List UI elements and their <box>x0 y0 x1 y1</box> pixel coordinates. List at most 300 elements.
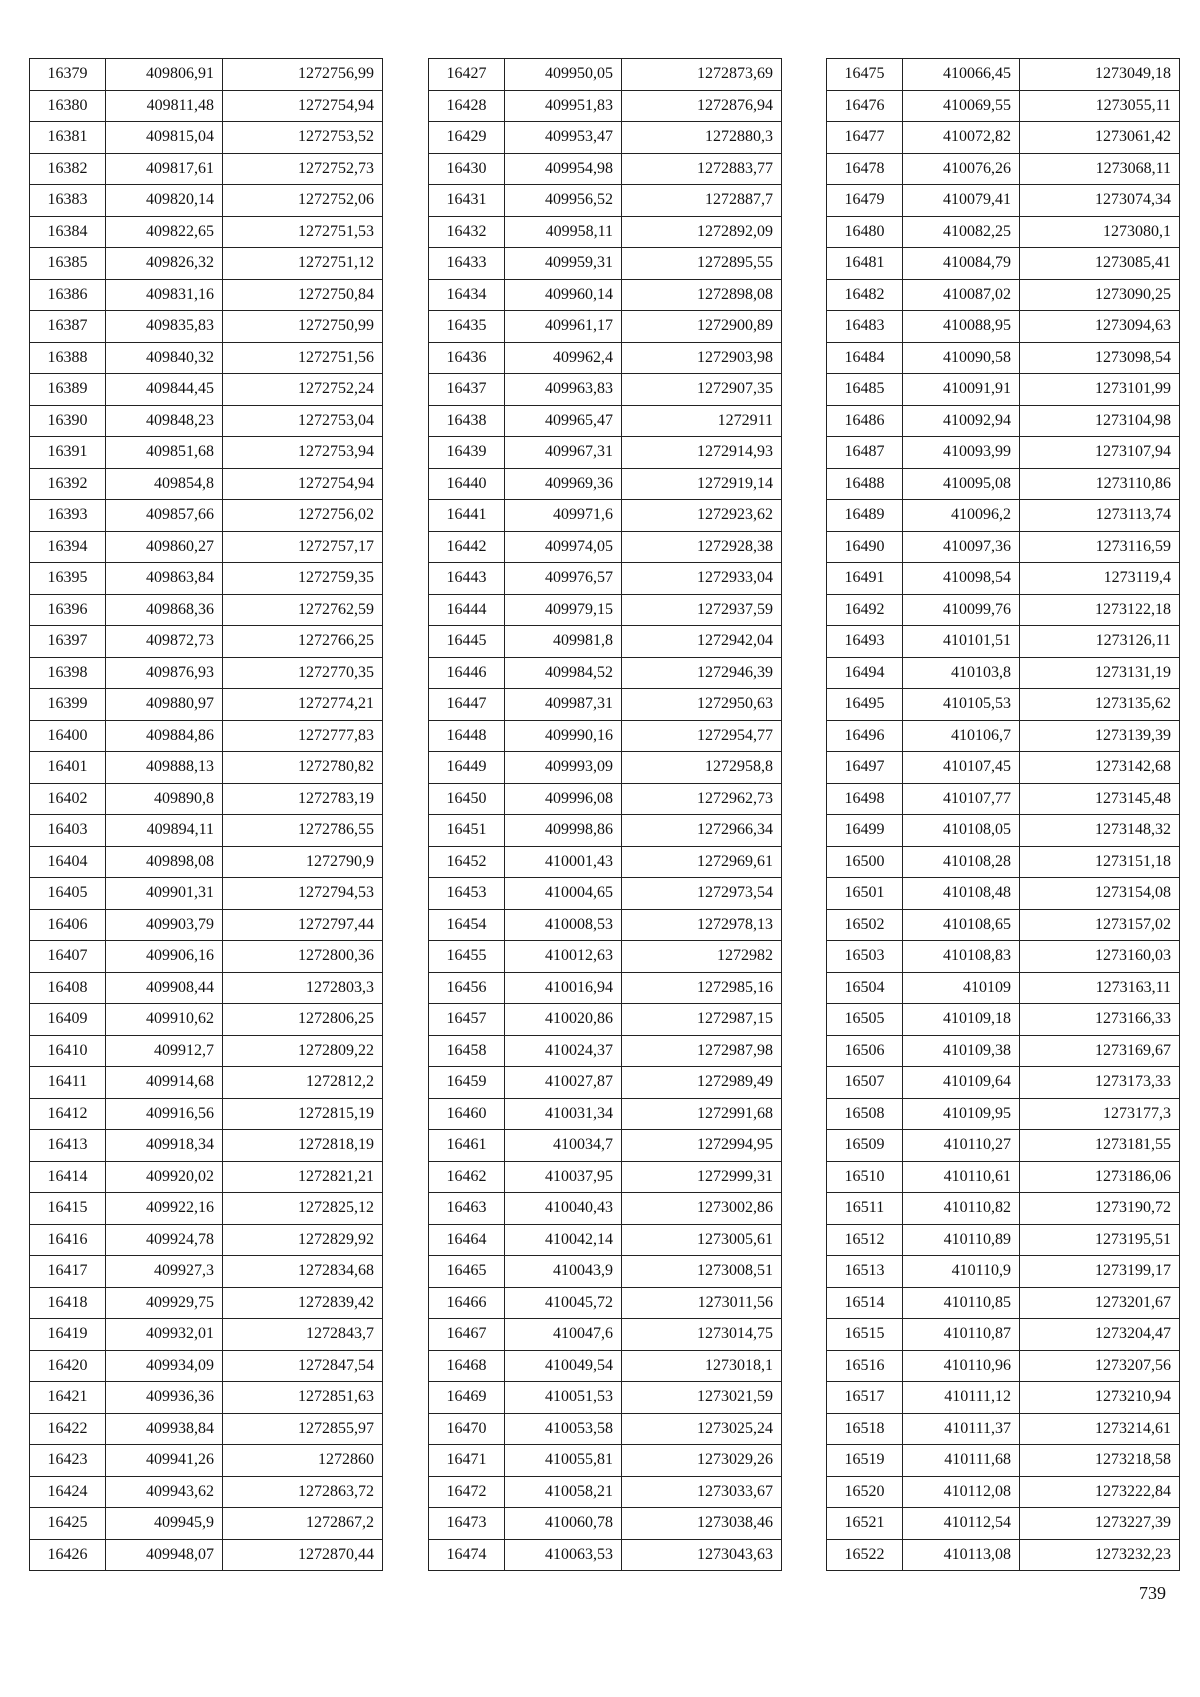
x-coordinate-cell: 410113,08 <box>903 1539 1020 1571</box>
point-number-cell: 16443 <box>429 563 505 595</box>
point-number-cell: 16429 <box>429 122 505 154</box>
x-coordinate-cell: 410108,83 <box>903 941 1020 973</box>
x-coordinate-cell: 410020,86 <box>505 1004 622 1036</box>
x-coordinate-cell: 409912,7 <box>106 1035 223 1067</box>
point-number-cell: 16496 <box>827 720 903 752</box>
point-number-cell: 16422 <box>30 1413 106 1445</box>
table-row <box>827 909 1180 941</box>
x-coordinate-cell: 409959,31 <box>505 248 622 280</box>
x-coordinate-cell: 409938,84 <box>106 1413 223 1445</box>
table-row <box>30 531 383 563</box>
point-number-cell: 16412 <box>30 1098 106 1130</box>
table-row <box>429 216 782 248</box>
table-row <box>30 1287 383 1319</box>
point-number-cell: 16457 <box>429 1004 505 1036</box>
point-number-cell: 16489 <box>827 500 903 532</box>
point-number-cell: 16439 <box>429 437 505 469</box>
table-row <box>827 720 1180 752</box>
point-number-cell: 16400 <box>30 720 106 752</box>
table-row <box>429 1382 782 1414</box>
point-number-cell: 16450 <box>429 783 505 815</box>
y-coordinate-cell: 1272914,93 <box>622 437 782 469</box>
x-coordinate-cell: 410008,53 <box>505 909 622 941</box>
x-coordinate-cell: 409965,47 <box>505 405 622 437</box>
table-row <box>30 1539 383 1571</box>
point-number-cell: 16445 <box>429 626 505 658</box>
y-coordinate-cell: 1272800,36 <box>223 941 383 973</box>
y-coordinate-cell: 1273018,1 <box>622 1350 782 1382</box>
y-coordinate-cell: 1273126,11 <box>1020 626 1180 658</box>
point-number-cell: 16475 <box>827 59 903 91</box>
x-coordinate-cell: 409929,75 <box>106 1287 223 1319</box>
y-coordinate-cell: 1272994,95 <box>622 1130 782 1162</box>
y-coordinate-cell: 1272987,15 <box>622 1004 782 1036</box>
x-coordinate-cell: 409851,68 <box>106 437 223 469</box>
x-coordinate-cell: 410110,89 <box>903 1224 1020 1256</box>
point-number-cell: 16515 <box>827 1319 903 1351</box>
y-coordinate-cell: 1273104,98 <box>1020 405 1180 437</box>
point-number-cell: 16417 <box>30 1256 106 1288</box>
point-number-cell: 16491 <box>827 563 903 595</box>
point-number-cell: 16383 <box>30 185 106 217</box>
table-row <box>827 626 1180 658</box>
x-coordinate-cell: 409943,62 <box>106 1476 223 1508</box>
x-coordinate-cell: 410111,12 <box>903 1382 1020 1414</box>
point-number-cell: 16518 <box>827 1413 903 1445</box>
y-coordinate-cell: 1272762,59 <box>223 594 383 626</box>
table-row <box>429 531 782 563</box>
point-number-cell: 16507 <box>827 1067 903 1099</box>
table-row <box>827 1382 1180 1414</box>
point-number-cell: 16499 <box>827 815 903 847</box>
x-coordinate-cell: 410072,82 <box>903 122 1020 154</box>
table-row <box>30 594 383 626</box>
point-number-cell: 16495 <box>827 689 903 721</box>
x-coordinate-cell: 410055,81 <box>505 1445 622 1477</box>
table-row <box>30 1098 383 1130</box>
point-number-cell: 16419 <box>30 1319 106 1351</box>
y-coordinate-cell: 1273142,68 <box>1020 752 1180 784</box>
y-coordinate-cell: 1272847,54 <box>223 1350 383 1382</box>
table-row <box>429 468 782 500</box>
y-coordinate-cell: 1272946,39 <box>622 657 782 689</box>
table-row <box>827 374 1180 406</box>
y-coordinate-cell: 1273094,63 <box>1020 311 1180 343</box>
x-coordinate-cell: 409884,86 <box>106 720 223 752</box>
x-coordinate-cell: 410053,58 <box>505 1413 622 1445</box>
point-number-cell: 16436 <box>429 342 505 374</box>
y-coordinate-cell: 1272863,72 <box>223 1476 383 1508</box>
x-coordinate-cell: 410043,9 <box>505 1256 622 1288</box>
x-coordinate-cell: 409835,83 <box>106 311 223 343</box>
x-coordinate-cell: 410016,94 <box>505 972 622 1004</box>
point-number-cell: 16384 <box>30 216 106 248</box>
table-row <box>30 405 383 437</box>
x-coordinate-cell: 409963,83 <box>505 374 622 406</box>
y-coordinate-cell: 1272999,31 <box>622 1161 782 1193</box>
table-row <box>827 657 1180 689</box>
x-coordinate-cell: 409857,66 <box>106 500 223 532</box>
point-number-cell: 16379 <box>30 59 106 91</box>
point-number-cell: 16508 <box>827 1098 903 1130</box>
y-coordinate-cell: 1273166,33 <box>1020 1004 1180 1036</box>
y-coordinate-cell: 1273160,03 <box>1020 941 1180 973</box>
table-row <box>827 689 1180 721</box>
table-row <box>429 311 782 343</box>
y-coordinate-cell: 1273204,47 <box>1020 1319 1180 1351</box>
coordinate-table-1 <box>29 58 383 1571</box>
y-coordinate-cell: 1273110,86 <box>1020 468 1180 500</box>
point-number-cell: 16395 <box>30 563 106 595</box>
x-coordinate-cell: 409954,98 <box>505 153 622 185</box>
x-coordinate-cell: 409822,65 <box>106 216 223 248</box>
y-coordinate-cell: 1273014,75 <box>622 1319 782 1351</box>
table-row <box>429 657 782 689</box>
table-row <box>429 248 782 280</box>
point-number-cell: 16397 <box>30 626 106 658</box>
x-coordinate-cell: 409953,47 <box>505 122 622 154</box>
point-number-cell: 16485 <box>827 374 903 406</box>
table-row <box>30 216 383 248</box>
x-coordinate-cell: 409960,14 <box>505 279 622 311</box>
table-row <box>429 909 782 941</box>
point-number-cell: 16477 <box>827 122 903 154</box>
x-coordinate-cell: 410110,87 <box>903 1319 1020 1351</box>
table-row <box>827 90 1180 122</box>
y-coordinate-cell: 1273122,18 <box>1020 594 1180 626</box>
point-number-cell: 16483 <box>827 311 903 343</box>
point-number-cell: 16448 <box>429 720 505 752</box>
x-coordinate-cell: 409969,36 <box>505 468 622 500</box>
y-coordinate-cell: 1272815,19 <box>223 1098 383 1130</box>
point-number-cell: 16470 <box>429 1413 505 1445</box>
table-row <box>30 1256 383 1288</box>
y-coordinate-cell: 1273085,41 <box>1020 248 1180 280</box>
table-row <box>30 563 383 595</box>
x-coordinate-cell: 409974,05 <box>505 531 622 563</box>
table-row <box>30 468 383 500</box>
point-number-cell: 16454 <box>429 909 505 941</box>
x-coordinate-cell: 409906,16 <box>106 941 223 973</box>
table-row <box>827 815 1180 847</box>
x-coordinate-cell: 409950,05 <box>505 59 622 91</box>
table-row <box>429 972 782 1004</box>
y-coordinate-cell: 1273002,86 <box>622 1193 782 1225</box>
table-row <box>827 405 1180 437</box>
table-row <box>429 122 782 154</box>
y-coordinate-cell: 1272942,04 <box>622 626 782 658</box>
point-number-cell: 16460 <box>429 1098 505 1130</box>
y-coordinate-cell: 1272803,3 <box>223 972 383 1004</box>
table-row <box>827 1350 1180 1382</box>
table-row <box>827 1067 1180 1099</box>
table-row <box>429 1067 782 1099</box>
point-number-cell: 16399 <box>30 689 106 721</box>
point-number-cell: 16393 <box>30 500 106 532</box>
x-coordinate-cell: 409868,36 <box>106 594 223 626</box>
x-coordinate-cell: 409984,52 <box>505 657 622 689</box>
x-coordinate-cell: 409854,8 <box>106 468 223 500</box>
x-coordinate-cell: 409993,09 <box>505 752 622 784</box>
table-row <box>30 1319 383 1351</box>
table-row <box>827 1445 1180 1477</box>
point-number-cell: 16418 <box>30 1287 106 1319</box>
point-number-cell: 16493 <box>827 626 903 658</box>
table-row <box>30 1445 383 1477</box>
point-number-cell: 16380 <box>30 90 106 122</box>
y-coordinate-cell: 1272928,38 <box>622 531 782 563</box>
table-row <box>429 1224 782 1256</box>
point-number-cell: 16385 <box>30 248 106 280</box>
x-coordinate-cell: 410084,79 <box>903 248 1020 280</box>
x-coordinate-cell: 410107,45 <box>903 752 1020 784</box>
x-coordinate-cell: 410045,72 <box>505 1287 622 1319</box>
x-coordinate-cell: 409894,11 <box>106 815 223 847</box>
coordinate-tables <box>0 58 1200 1570</box>
y-coordinate-cell: 1272751,56 <box>223 342 383 374</box>
point-number-cell: 16514 <box>827 1287 903 1319</box>
y-coordinate-cell: 1273227,39 <box>1020 1508 1180 1540</box>
table-row <box>827 342 1180 374</box>
x-coordinate-cell: 410092,94 <box>903 405 1020 437</box>
point-number-cell: 16498 <box>827 783 903 815</box>
table-row <box>30 1382 383 1414</box>
y-coordinate-cell: 1272978,13 <box>622 909 782 941</box>
x-coordinate-cell: 409936,36 <box>106 1382 223 1414</box>
table-row <box>429 1476 782 1508</box>
y-coordinate-cell: 1272876,94 <box>622 90 782 122</box>
x-coordinate-cell: 409987,31 <box>505 689 622 721</box>
point-number-cell: 16401 <box>30 752 106 784</box>
y-coordinate-cell: 1273068,11 <box>1020 153 1180 185</box>
table-row <box>827 752 1180 784</box>
y-coordinate-cell: 1273148,32 <box>1020 815 1180 847</box>
table-row <box>827 216 1180 248</box>
table-row <box>827 594 1180 626</box>
y-coordinate-cell: 1273055,11 <box>1020 90 1180 122</box>
x-coordinate-cell: 409898,08 <box>106 846 223 878</box>
table-row <box>429 1098 782 1130</box>
x-coordinate-cell: 409924,78 <box>106 1224 223 1256</box>
x-coordinate-cell: 409945,9 <box>106 1508 223 1540</box>
table-row <box>429 437 782 469</box>
x-coordinate-cell: 410031,34 <box>505 1098 622 1130</box>
point-number-cell: 16463 <box>429 1193 505 1225</box>
x-coordinate-cell: 410099,76 <box>903 594 1020 626</box>
point-number-cell: 16501 <box>827 878 903 910</box>
x-coordinate-cell: 410051,53 <box>505 1382 622 1414</box>
table-row <box>429 1508 782 1540</box>
x-coordinate-cell: 410058,21 <box>505 1476 622 1508</box>
x-coordinate-cell: 410111,68 <box>903 1445 1020 1477</box>
point-number-cell: 16494 <box>827 657 903 689</box>
y-coordinate-cell: 1272898,08 <box>622 279 782 311</box>
point-number-cell: 16461 <box>429 1130 505 1162</box>
point-number-cell: 16428 <box>429 90 505 122</box>
x-coordinate-cell: 409958,11 <box>505 216 622 248</box>
y-coordinate-cell: 1273101,99 <box>1020 374 1180 406</box>
x-coordinate-cell: 409951,83 <box>505 90 622 122</box>
table-row <box>827 878 1180 910</box>
y-coordinate-cell: 1273169,67 <box>1020 1035 1180 1067</box>
table-row <box>827 185 1180 217</box>
x-coordinate-cell: 410108,65 <box>903 909 1020 941</box>
table-row <box>30 1224 383 1256</box>
y-coordinate-cell: 1273186,06 <box>1020 1161 1180 1193</box>
y-coordinate-cell: 1272766,25 <box>223 626 383 658</box>
x-coordinate-cell: 410096,2 <box>903 500 1020 532</box>
y-coordinate-cell: 1272759,35 <box>223 563 383 595</box>
table-row <box>827 279 1180 311</box>
point-number-cell: 16407 <box>30 941 106 973</box>
y-coordinate-cell: 1272873,69 <box>622 59 782 91</box>
table-row <box>429 941 782 973</box>
point-number-cell: 16474 <box>429 1539 505 1571</box>
table-row <box>30 1476 383 1508</box>
y-coordinate-cell: 1272907,35 <box>622 374 782 406</box>
table-row <box>429 59 782 91</box>
table-row <box>30 657 383 689</box>
y-coordinate-cell: 1272752,06 <box>223 185 383 217</box>
y-coordinate-cell: 1273080,1 <box>1020 216 1180 248</box>
table-row <box>30 248 383 280</box>
x-coordinate-cell: 409962,4 <box>505 342 622 374</box>
table-row <box>30 846 383 878</box>
y-coordinate-cell: 1273181,55 <box>1020 1130 1180 1162</box>
y-coordinate-cell: 1272818,19 <box>223 1130 383 1162</box>
y-coordinate-cell: 1273151,18 <box>1020 846 1180 878</box>
table-row <box>429 342 782 374</box>
x-coordinate-cell: 410110,27 <box>903 1130 1020 1162</box>
table-row <box>827 783 1180 815</box>
point-number-cell: 16391 <box>30 437 106 469</box>
y-coordinate-cell: 1273025,24 <box>622 1413 782 1445</box>
y-coordinate-cell: 1272752,24 <box>223 374 383 406</box>
point-number-cell: 16411 <box>30 1067 106 1099</box>
point-number-cell: 16455 <box>429 941 505 973</box>
y-coordinate-cell: 1273090,25 <box>1020 279 1180 311</box>
y-coordinate-cell: 1273195,51 <box>1020 1224 1180 1256</box>
table-row <box>30 90 383 122</box>
table-row <box>827 1161 1180 1193</box>
point-number-cell: 16438 <box>429 405 505 437</box>
y-coordinate-cell: 1272786,55 <box>223 815 383 847</box>
table-row <box>429 1035 782 1067</box>
x-coordinate-cell: 409932,01 <box>106 1319 223 1351</box>
y-coordinate-cell: 1272754,94 <box>223 90 383 122</box>
y-coordinate-cell: 1273107,94 <box>1020 437 1180 469</box>
x-coordinate-cell: 410106,7 <box>903 720 1020 752</box>
x-coordinate-cell: 409860,27 <box>106 531 223 563</box>
point-number-cell: 16430 <box>429 153 505 185</box>
point-number-cell: 16420 <box>30 1350 106 1382</box>
y-coordinate-cell: 1273061,42 <box>1020 122 1180 154</box>
point-number-cell: 16453 <box>429 878 505 910</box>
point-number-cell: 16500 <box>827 846 903 878</box>
y-coordinate-cell: 1272958,8 <box>622 752 782 784</box>
point-number-cell: 16465 <box>429 1256 505 1288</box>
point-number-cell: 16433 <box>429 248 505 280</box>
table-row <box>827 311 1180 343</box>
y-coordinate-cell: 1273135,62 <box>1020 689 1180 721</box>
table-row <box>429 153 782 185</box>
point-number-cell: 16504 <box>827 972 903 1004</box>
y-coordinate-cell: 1272790,9 <box>223 846 383 878</box>
point-number-cell: 16486 <box>827 405 903 437</box>
x-coordinate-cell: 409903,79 <box>106 909 223 941</box>
y-coordinate-cell: 1272962,73 <box>622 783 782 815</box>
y-coordinate-cell: 1273173,33 <box>1020 1067 1180 1099</box>
table-row <box>827 1256 1180 1288</box>
x-coordinate-cell: 410110,96 <box>903 1350 1020 1382</box>
x-coordinate-cell: 409863,84 <box>106 563 223 595</box>
point-number-cell: 16472 <box>429 1476 505 1508</box>
y-coordinate-cell: 1272987,98 <box>622 1035 782 1067</box>
y-coordinate-cell: 1272933,04 <box>622 563 782 595</box>
x-coordinate-cell: 410109,18 <box>903 1004 1020 1036</box>
point-number-cell: 16517 <box>827 1382 903 1414</box>
x-coordinate-cell: 409927,3 <box>106 1256 223 1288</box>
x-coordinate-cell: 409914,68 <box>106 1067 223 1099</box>
point-number-cell: 16424 <box>30 1476 106 1508</box>
x-coordinate-cell: 409890,8 <box>106 783 223 815</box>
point-number-cell: 16497 <box>827 752 903 784</box>
table-row <box>30 122 383 154</box>
point-number-cell: 16481 <box>827 248 903 280</box>
y-coordinate-cell: 1273232,23 <box>1020 1539 1180 1571</box>
point-number-cell: 16459 <box>429 1067 505 1099</box>
x-coordinate-cell: 409806,91 <box>106 59 223 91</box>
point-number-cell: 16398 <box>30 657 106 689</box>
point-number-cell: 16521 <box>827 1508 903 1540</box>
point-number-cell: 16404 <box>30 846 106 878</box>
point-number-cell: 16406 <box>30 909 106 941</box>
x-coordinate-cell: 410110,9 <box>903 1256 1020 1288</box>
y-coordinate-cell: 1272950,63 <box>622 689 782 721</box>
x-coordinate-cell: 409831,16 <box>106 279 223 311</box>
table-row <box>30 1067 383 1099</box>
point-number-cell: 16466 <box>429 1287 505 1319</box>
table-row <box>827 500 1180 532</box>
point-number-cell: 16467 <box>429 1319 505 1351</box>
x-coordinate-cell: 409840,32 <box>106 342 223 374</box>
point-number-cell: 16426 <box>30 1539 106 1571</box>
x-coordinate-cell: 410108,05 <box>903 815 1020 847</box>
point-number-cell: 16503 <box>827 941 903 973</box>
table-row <box>429 1287 782 1319</box>
x-coordinate-cell: 410093,99 <box>903 437 1020 469</box>
table-row <box>827 1004 1180 1036</box>
table-row <box>30 720 383 752</box>
table-row <box>30 815 383 847</box>
y-coordinate-cell: 1272982 <box>622 941 782 973</box>
x-coordinate-cell: 409976,57 <box>505 563 622 595</box>
y-coordinate-cell: 1272834,68 <box>223 1256 383 1288</box>
point-number-cell: 16511 <box>827 1193 903 1225</box>
x-coordinate-cell: 410098,54 <box>903 563 1020 595</box>
y-coordinate-cell: 1272825,12 <box>223 1193 383 1225</box>
point-number-cell: 16423 <box>30 1445 106 1477</box>
x-coordinate-cell: 409981,8 <box>505 626 622 658</box>
y-coordinate-cell: 1273201,67 <box>1020 1287 1180 1319</box>
point-number-cell: 16413 <box>30 1130 106 1162</box>
y-coordinate-cell: 1272900,89 <box>622 311 782 343</box>
point-number-cell: 16405 <box>30 878 106 910</box>
point-number-cell: 16449 <box>429 752 505 784</box>
point-number-cell: 16510 <box>827 1161 903 1193</box>
table-row <box>429 1539 782 1571</box>
point-number-cell: 16392 <box>30 468 106 500</box>
